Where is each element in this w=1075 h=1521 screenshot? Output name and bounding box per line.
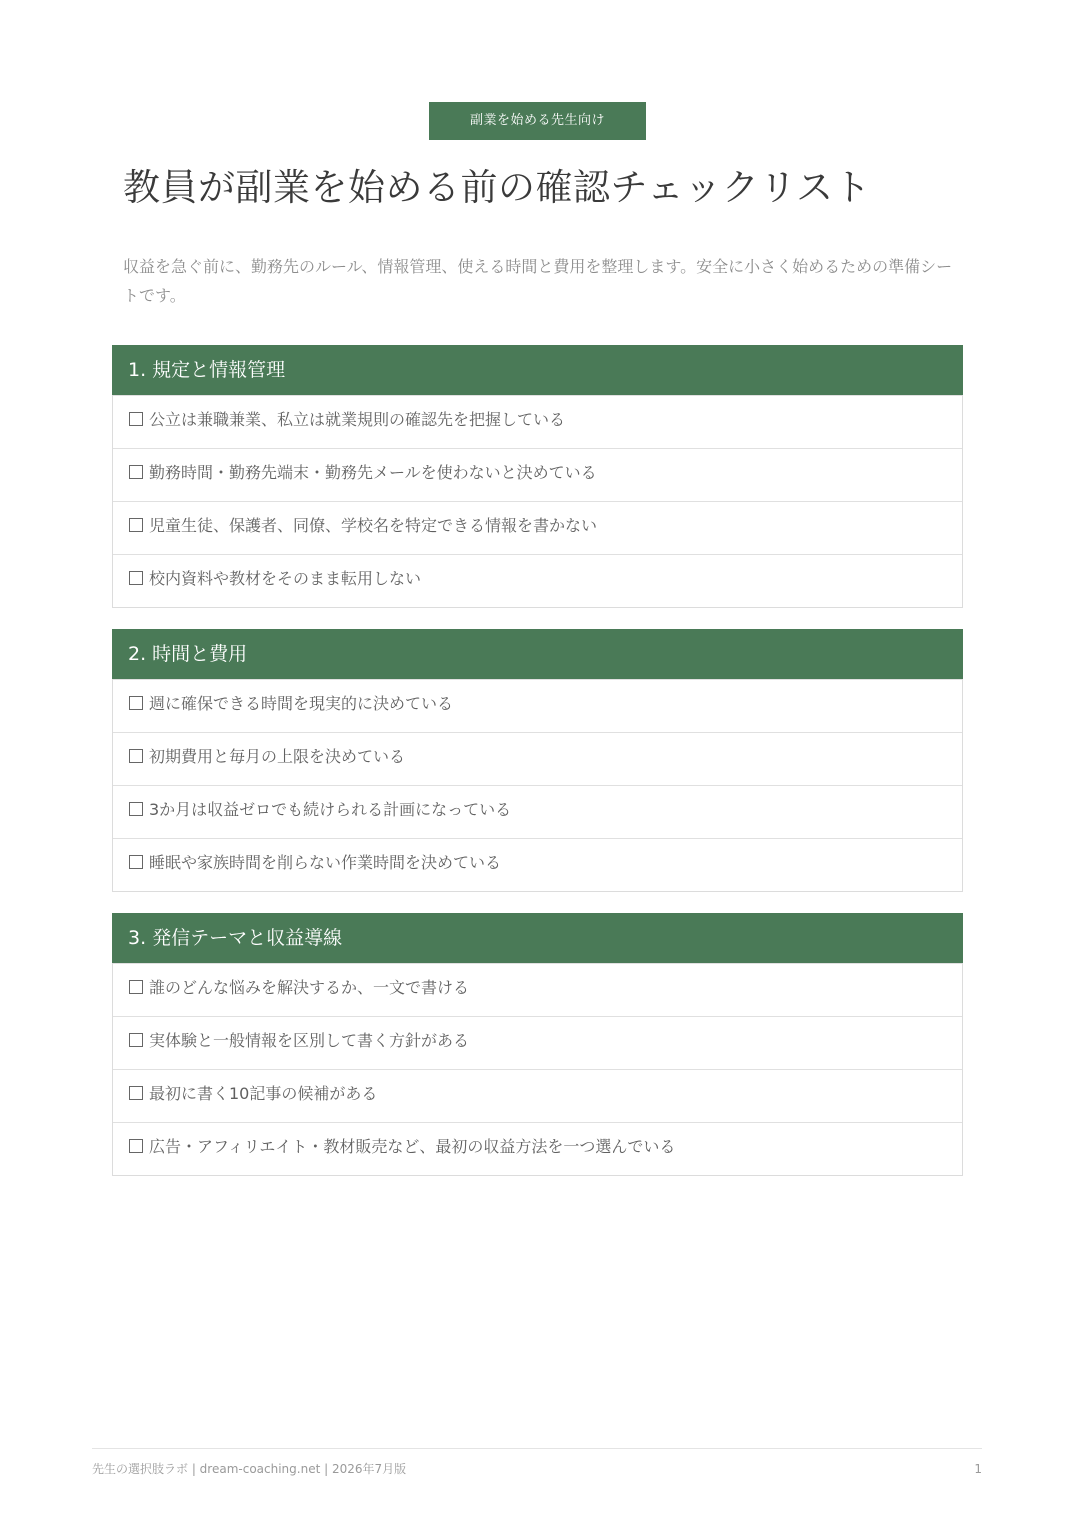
footer-text: 先生の選択肢ラボ | dream-coaching.net | 2026年7月版	[92, 1462, 407, 1476]
checklist-item-label: 睡眠や家族時間を削らない作業時間を決めている	[149, 853, 502, 872]
checklist-item-label: 最初に書く10記事の候補がある	[149, 1084, 378, 1103]
section-rules	[112, 345, 963, 608]
lead-text: 収益を急ぐ前に、勤務先のルール、情報管理、使える時間と費用を整理します。安全に小さく始めるための準備シートです。	[123, 257, 953, 305]
checkbox-icon[interactable]	[129, 571, 143, 585]
page-number: 1	[974, 1462, 982, 1476]
audience-badge: 副業を始める先生向け	[429, 102, 646, 140]
checkbox-icon[interactable]	[129, 855, 143, 869]
checkbox-icon[interactable]	[129, 1139, 143, 1153]
section-theme-revenue	[112, 913, 963, 1176]
section-time-cost	[112, 629, 963, 892]
footer-divider	[92, 1448, 982, 1449]
checklist-item-label: 児童生徒、保護者、同僚、学校名を特定できる情報を書かない	[149, 516, 598, 535]
checklist-item[interactable]	[113, 785, 962, 838]
checklist-item[interactable]	[113, 554, 962, 607]
checklist-item[interactable]	[113, 1122, 962, 1175]
section-heading: 1. 規定と情報管理	[112, 345, 963, 395]
checkbox-icon[interactable]	[129, 1033, 143, 1047]
checklist-item-label: 実体験と一般情報を区別して書く方針がある	[149, 1031, 470, 1050]
checklist-item-label: 公立は兼職兼業、私立は就業規則の確認先を把握している	[149, 410, 566, 429]
checklist-item-label: 誰のどんな悩みを解決するか、一文で書ける	[149, 978, 470, 997]
checklist-item[interactable]	[113, 838, 962, 891]
page-title: 教員が副業を始める前の確認チェックリスト	[123, 166, 872, 209]
section-heading: 2. 時間と費用	[112, 629, 963, 679]
checklist-item[interactable]	[113, 501, 962, 554]
checklist-item-label: 3か月は収益ゼロでも続けられる計画になっている	[149, 800, 512, 819]
checkbox-icon[interactable]	[129, 1086, 143, 1100]
checkbox-icon[interactable]	[129, 980, 143, 994]
checkbox-icon[interactable]	[129, 412, 143, 426]
checklist-item[interactable]	[113, 679, 962, 732]
checklist-item-label: 週に確保できる時間を現実的に決めている	[149, 694, 454, 713]
checklist-item[interactable]	[113, 732, 962, 785]
checklist-item-label: 校内資料や教材をそのまま転用しない	[149, 569, 422, 588]
checklist-item[interactable]	[113, 1069, 962, 1122]
checkbox-icon[interactable]	[129, 696, 143, 710]
checklist-item-label: 初期費用と毎月の上限を決めている	[149, 747, 406, 766]
checkbox-icon[interactable]	[129, 749, 143, 763]
checklist-item[interactable]	[113, 448, 962, 501]
checkbox-icon[interactable]	[129, 518, 143, 532]
checklist-item[interactable]	[113, 395, 962, 448]
checkbox-icon[interactable]	[129, 465, 143, 479]
checklist-item-label: 広告・アフィリエイト・教材販売など、最初の収益方法を一つ選んでいる	[149, 1137, 676, 1156]
checklist-item-label: 勤務時間・勤務先端末・勤務先メールを使わないと決めている	[149, 463, 597, 482]
checklist-item[interactable]	[113, 1016, 962, 1069]
checklist-item[interactable]	[113, 963, 962, 1016]
section-heading: 3. 発信テーマと収益導線	[112, 913, 963, 963]
checkbox-icon[interactable]	[129, 802, 143, 816]
